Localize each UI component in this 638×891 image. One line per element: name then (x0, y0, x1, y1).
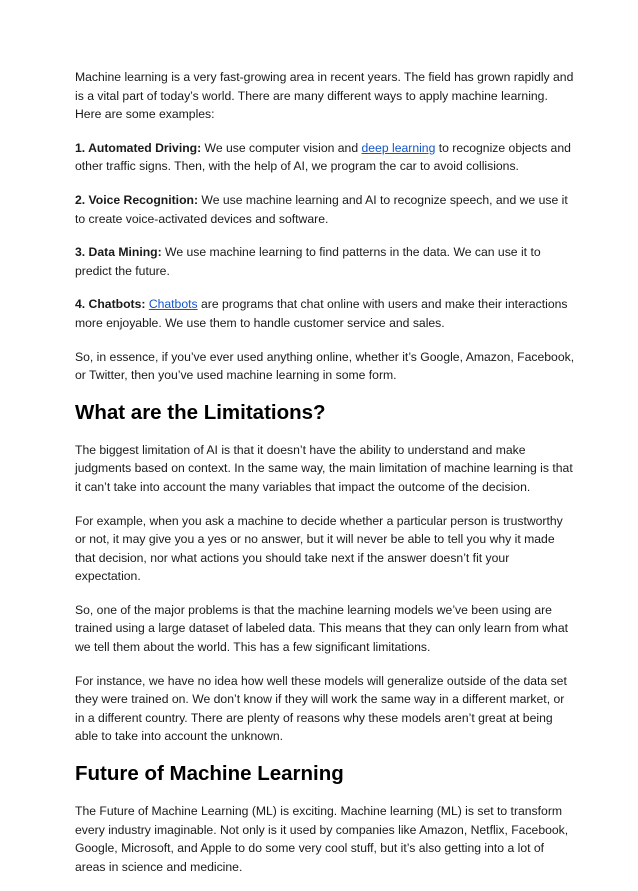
example-automated-driving (75, 139, 575, 176)
example-text: are programs that chat online with users and make their interactions more enjoyable. We use them to handle customer service and sales. (75, 297, 568, 330)
example-text: We use machine learning to find patterns in the data. We can use it to predict the future. (75, 245, 541, 278)
intro-paragraph: Machine learning is a very fast-growing area in recent years. The field has grown rapidly and is a vital part of today’s world. There are many different ways to apply machine learning. Here are some examples: (75, 70, 574, 122)
limitations-paragraph: For example, when you ask a machine to decide whether a particular person is trustworthy or not, it may give you a yes or no answer, but it will never be able to tell you why it made that decision, nor what actions you should take next if the answer doesn’t fit your expectation. (75, 513, 563, 584)
example-text: We use computer vision and (201, 140, 362, 155)
example-label: 4. Chatbots: (75, 297, 146, 312)
limitations-paragraph: The biggest limitation of AI is that it doesn’t have the ability to understand and make judgments based on context. In the same way, the main limitation of machine learning is that it can’t take into account the many variables that impact the outcome of the decision. (75, 442, 573, 494)
chatbots-link[interactable]: Chatbots (148, 297, 198, 312)
example-voice-recognition (75, 191, 575, 228)
example-text: to recognize objects and other traffic signs. Then, with the help of AI, we program the car to avoid collisions. (75, 140, 571, 174)
example-data-mining (75, 243, 575, 280)
limitations-heading: What are the Limitations? (75, 400, 326, 424)
example-label: 3. Data Mining: (75, 245, 162, 260)
deep-learning-link[interactable]: deep learning (361, 140, 436, 155)
example-text: We use machine learning and AI to recognize speech, and we use it to create voice-activated devices and software. (75, 192, 568, 226)
limitations-paragraph: For instance, we have no idea how well these models will generalize outside of the data set they were trained on. We don’t know if they will work the same way in a different market, or in a different country. There are plenty of reasons why these models aren’t great at being able to take into account the unknown. (75, 673, 567, 744)
summary-paragraph: So, in essence, if you’ve ever used anything online, whether it’s Google, Amazon, Facebook, or Twitter, then you’ve used machine learning in some form. (75, 349, 575, 383)
example-label: 2. Voice Recognition: (75, 192, 199, 207)
limitations-paragraph: So, one of the major problems is that the machine learning models we’ve been using are trained using a large dataset of labeled data. This means that they can only learn from what we tell them about the world. This has a few significant limitations. (75, 602, 568, 655)
document-page (75, 68, 575, 891)
future-paragraph: The Future of Machine Learning (ML) is exciting. Machine learning (ML) is set to transform every industry imaginable. Not only is it used by companies like Amazon, Netflix, Facebook, Google, Microsoft, and Apple to do some very cool stuff, but it’s also getting into a lot of areas in science and medicine. (75, 804, 569, 874)
example-label: 1. Automated Driving: (75, 140, 202, 155)
example-chatbots (75, 295, 575, 332)
future-heading: Future of Machine Learning (75, 762, 344, 786)
